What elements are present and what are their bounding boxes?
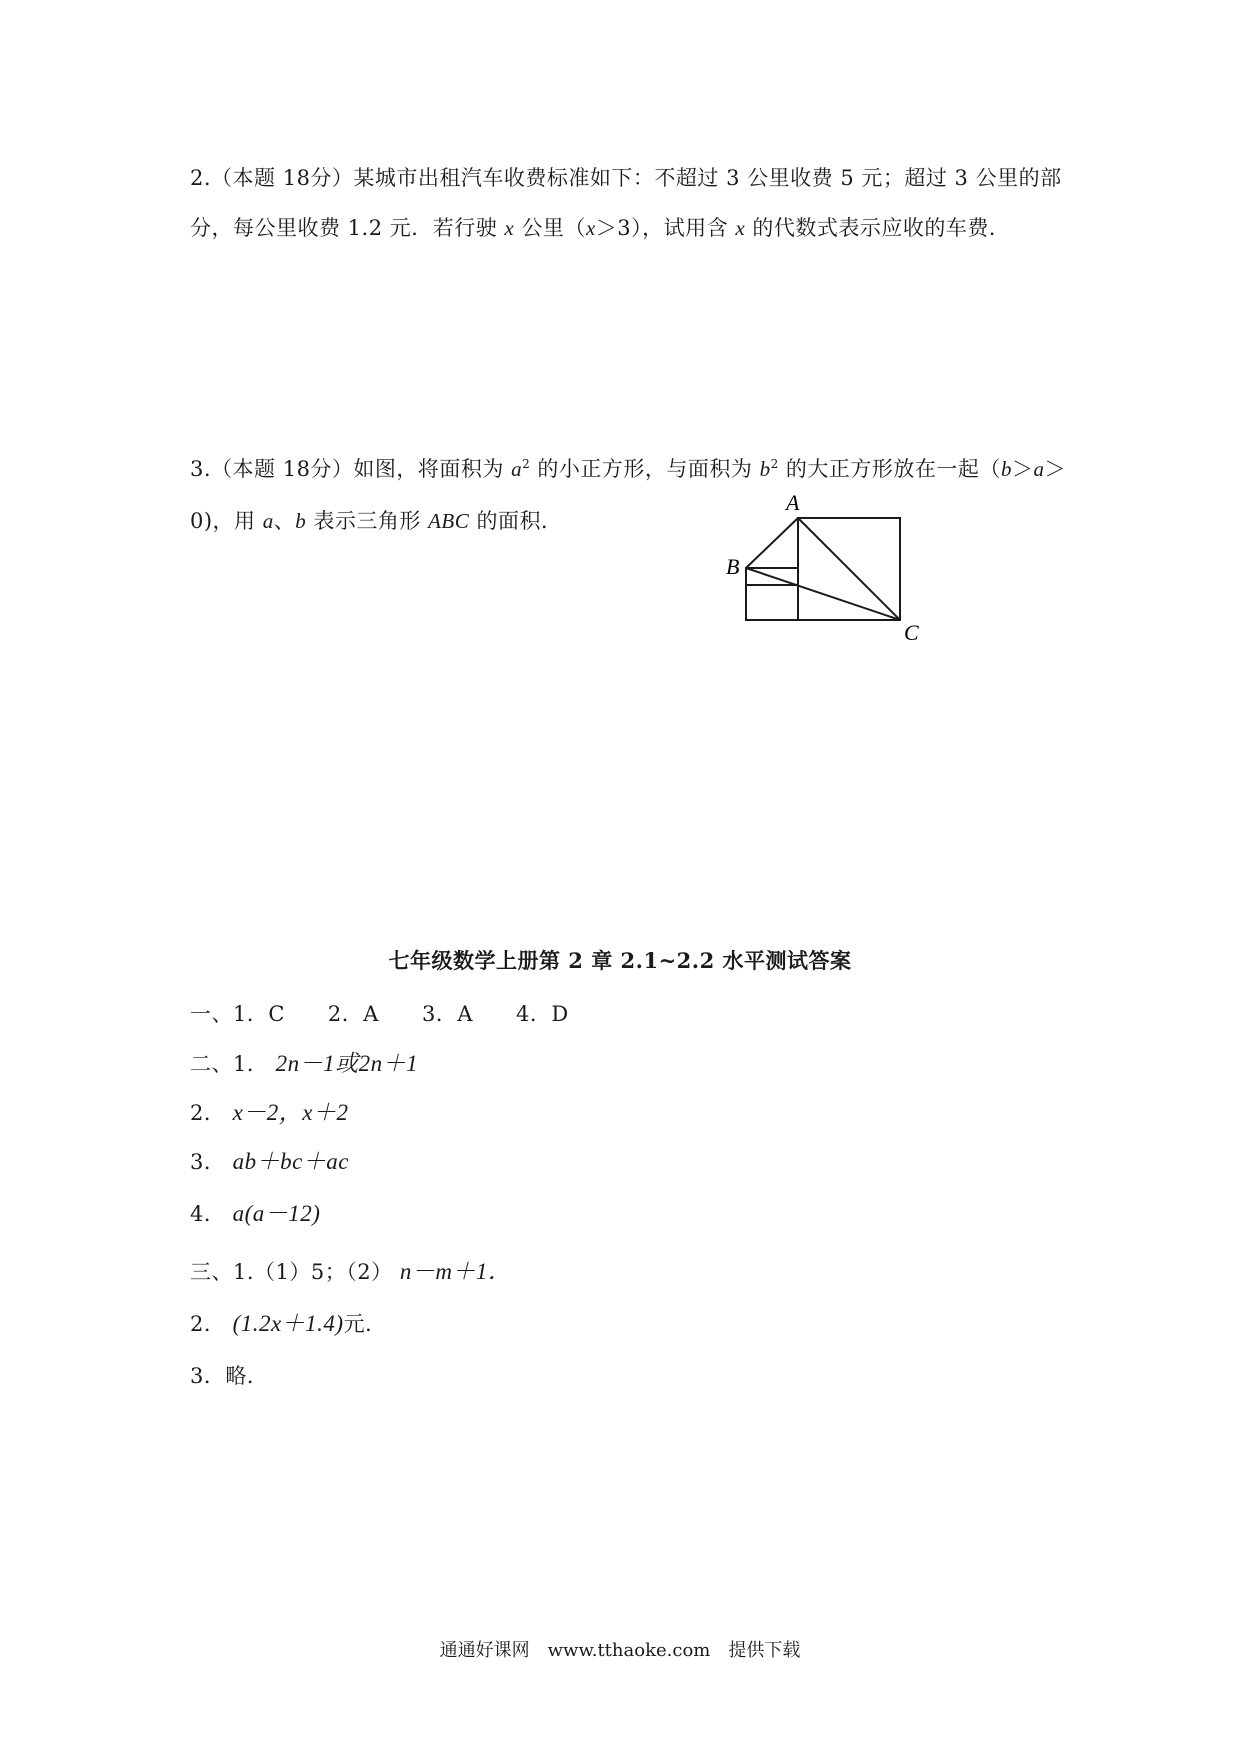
segment-bc — [746, 568, 900, 620]
answer-3-2: 2． (1.2x＋1.4)元． — [190, 1311, 387, 1336]
answers-title: 七年级数学上册第 2 章 2.1~2.2 水平测试答案 — [388, 948, 852, 973]
answer-2-3: 3． ab＋bc＋ac — [190, 1149, 349, 1174]
q3-line1: 3.（本题 18分）如图，将面积为 $a^2$ 的小正方形，与面积为 $b^2$ 的大正方形放在一起（b＞a＞ — [190, 457, 1066, 481]
answer-2-2: 2． x－2，x＋2 — [190, 1100, 349, 1125]
segment-ab — [746, 518, 798, 568]
answer-section-1: 一、1．C 2．A 3．A 4．D — [190, 1002, 569, 1026]
answer-2-4: 4． a(a－12) — [190, 1201, 321, 1226]
q2-line1: 2.（本题 18分）某城市出租汽车收费标准如下：不超过 3 公里收费 5 元；超过 3 公里的部 — [190, 166, 1062, 190]
answer-3-3: 3．略． — [190, 1364, 269, 1388]
label-a: A — [786, 490, 800, 515]
q3-line2: 0)，用 a、b 表示三角形 ABC 的面积． — [190, 509, 563, 533]
answer-2-1: 二、1． 2n－1或2n＋1 — [190, 1051, 419, 1076]
square-triangle-figure — [700, 480, 960, 650]
q2-line2: 分，每公里收费 1.2 元．若行驶 x 公里（x＞3），试用含 x 的代数式表示应收的车费． — [190, 216, 1011, 240]
segment-ac — [798, 518, 900, 620]
answer-3-1: 三、1.（1）5；（2） n－m＋1． — [190, 1259, 512, 1284]
label-b: B — [726, 554, 740, 579]
label-c: C — [904, 620, 919, 645]
page-footer: 通通好课网 www.tthaoke.com 提供下载 — [439, 1640, 801, 1661]
